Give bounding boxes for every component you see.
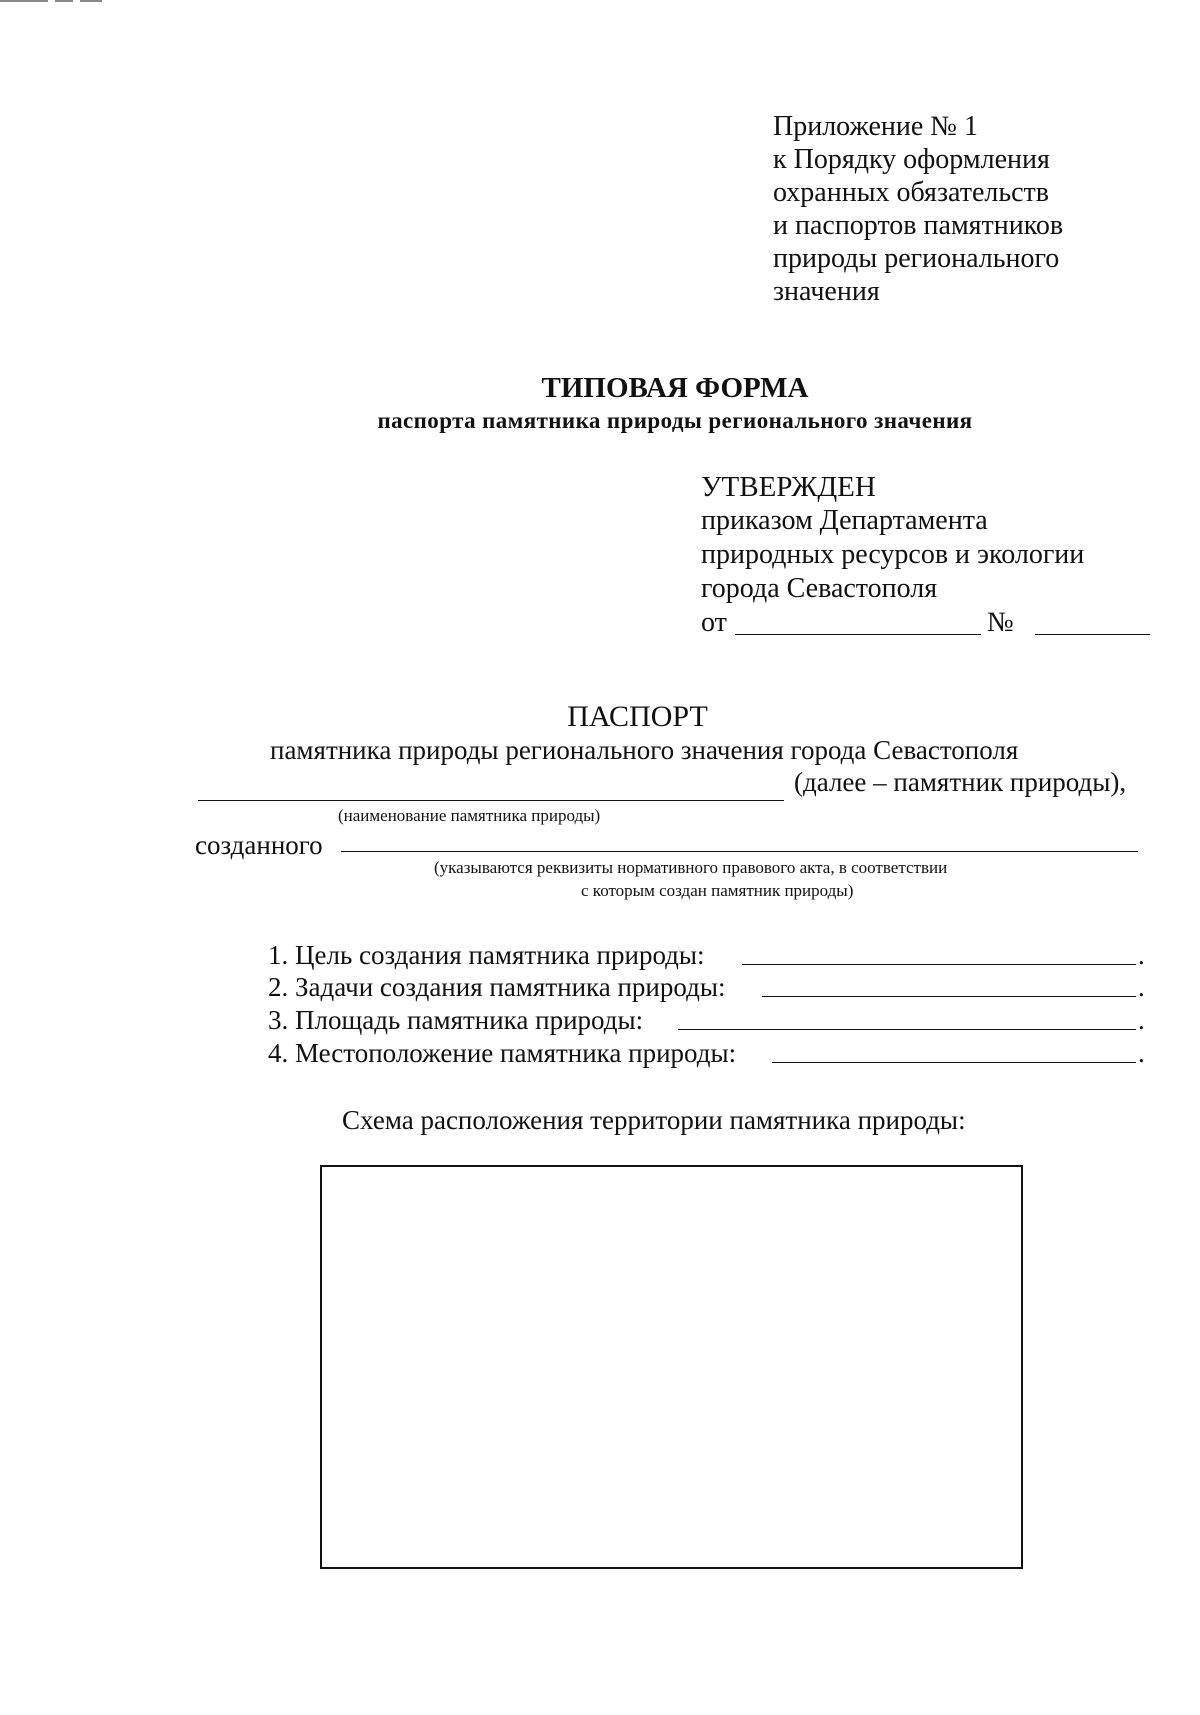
date-blank <box>735 634 981 635</box>
item-blank <box>772 1062 1136 1063</box>
appendix-line: к Порядку оформления <box>773 144 1050 175</box>
approval-date-row <box>701 606 1141 642</box>
date-label: от <box>701 607 727 638</box>
name-hint: (наименование памятника природы) <box>338 806 601 825</box>
name-tail: (далее – памятник природы), <box>794 767 1127 797</box>
approval-line: приказом Департамента <box>701 505 988 536</box>
form-title: ТИПОВАЯ ФОРМА <box>541 372 809 404</box>
item-purpose: 1. Цель создания памятника природы: <box>268 940 705 970</box>
approval-line: города Севастополя <box>701 573 938 604</box>
scheme-frame <box>320 1165 1023 1569</box>
number-label: № <box>987 607 1014 638</box>
appendix-block <box>773 110 1173 308</box>
number-blank <box>1035 634 1150 635</box>
passport-subtitle: памятника природы регионального значения города Севастополя <box>270 735 1019 765</box>
item-location: 4. Местоположение памятника природы: <box>268 1038 737 1068</box>
item-end: . <box>1138 1005 1145 1035</box>
item-end: . <box>1138 1038 1145 1068</box>
approval-heading: УТВЕРЖДЕН <box>701 471 876 503</box>
created-hint: с которым создан памятник природы) <box>581 881 854 900</box>
appendix-line: значения <box>773 276 880 307</box>
form-subtitle: паспорта памятника природы регионального значения <box>377 408 973 433</box>
item-area: 3. Площадь памятника природы: <box>268 1005 644 1035</box>
approval-line: природных ресурсов и экологии <box>701 539 1085 570</box>
item-blank <box>762 996 1136 997</box>
scan-corner-mark <box>0 0 110 3</box>
appendix-line: природы регионального <box>773 243 1060 274</box>
created-label: созданного <box>195 830 323 860</box>
passport-title: ПАСПОРТ <box>567 700 708 733</box>
appendix-line: и паспортов памятников <box>773 210 1064 241</box>
item-end: . <box>1138 972 1145 1002</box>
name-blank <box>198 800 784 801</box>
appendix-line: Приложение № 1 <box>773 111 978 142</box>
item-blank <box>742 964 1136 965</box>
item-blank <box>678 1029 1136 1030</box>
item-end: . <box>1138 940 1145 970</box>
item-tasks: 2. Задачи создания памятника природы: <box>268 972 726 1002</box>
created-hint: (указываются реквизиты нормативного правового акта, в соответствии <box>434 858 948 877</box>
approval-block <box>701 470 1141 642</box>
created-blank <box>341 851 1138 852</box>
scheme-title: Схема расположения территории памятника природы: <box>342 1105 966 1135</box>
appendix-line: охранных обязательств <box>773 177 1049 208</box>
